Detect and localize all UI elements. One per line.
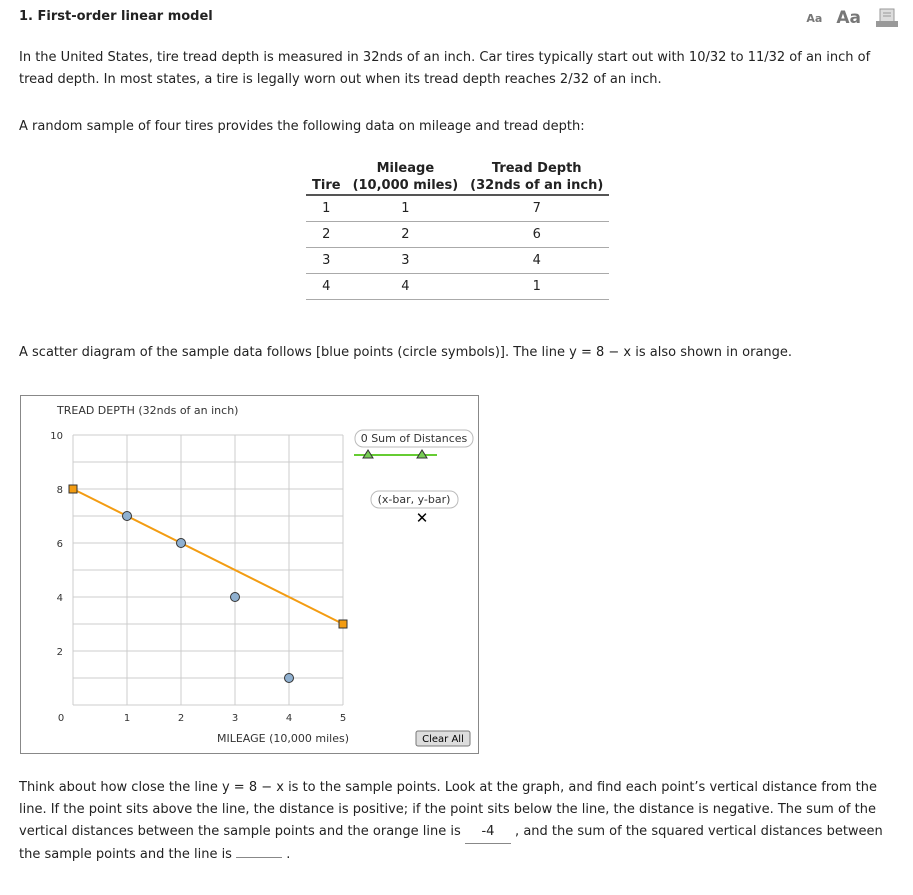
sample-paragraph: A random sample of four tires provides the following data on mileage and tread depth:	[19, 119, 585, 134]
x-mark-icon[interactable]: ✕	[415, 509, 429, 527]
x-tick-label: 4	[285, 713, 293, 724]
y-tick-label: 8	[56, 485, 63, 496]
sum-distances-label: 0 Sum of Distances	[360, 432, 468, 445]
table-cell: 6	[464, 222, 609, 248]
col-header: (32nds of an inch)	[464, 177, 609, 195]
col-header: Mileage	[376, 161, 435, 176]
y-tick-label: 4	[56, 593, 63, 604]
answer-field-squared[interactable]	[236, 857, 282, 858]
data-point	[231, 593, 240, 602]
mean-label: (x-bar, y-bar)	[377, 493, 451, 506]
x-tick-label: 1	[123, 713, 131, 724]
col-header: Tread Depth	[491, 161, 582, 176]
table-cell: 2	[347, 222, 465, 248]
table-cell: 4	[464, 248, 609, 274]
table-cell: 4	[347, 274, 465, 300]
y-tick-label: 6	[56, 539, 63, 550]
scatter-graph[interactable]	[20, 395, 479, 754]
question-title: 1. First-order linear model	[19, 9, 213, 24]
data-point	[177, 539, 186, 548]
table-cell: 1	[464, 274, 609, 300]
data-point	[285, 674, 294, 683]
table-row	[306, 274, 609, 300]
table-row	[306, 222, 609, 248]
table-cell: 3	[306, 248, 347, 274]
x-axis-label: MILEAGE (10,000 miles)	[216, 732, 350, 745]
scatter-paragraph: A scatter diagram of the sample data follows [blue points (circle symbols)]. The line y = 8 − x is also shown in orange.	[19, 345, 793, 360]
fit-line[interactable]	[73, 489, 343, 624]
question-paragraph: Think about how close the line y = 8 − x is to the sample points. Look at the graph, and find each point’s vertical distance from the line. If the point sits above the line, the distance is positive; if the point sits below the line, the distance is negative. The sum of the vertical distances between the sample points and the orange line is -4 , and the sum of the squared vertical distances between the sample points and the line is .	[19, 780, 883, 862]
table-cell: 3	[347, 248, 465, 274]
table-row	[306, 195, 609, 222]
x-tick-label: 3	[231, 713, 239, 724]
table-cell: 2	[306, 222, 347, 248]
table-row	[306, 248, 609, 274]
intro-paragraph: In the United States, tire tread depth is measured in 32nds of an inch. Car tires typically start out with 10/32 to 11/32 of an inch of tread depth. In most states, a tire is legally worn out when its tread depth reaches 2/32 of an inch.	[19, 50, 871, 87]
chart-svg	[21, 396, 478, 753]
x-tick-label: 5	[339, 713, 347, 724]
y-tick-label: 10	[50, 431, 63, 442]
line-endpoint-handle[interactable]	[69, 485, 77, 493]
toolbar	[806, 8, 899, 28]
clear-all-label: Clear All	[422, 734, 464, 745]
clear-all-button[interactable]	[416, 731, 470, 746]
x-tick-label: 2	[177, 713, 185, 724]
line-endpoint-handle[interactable]	[339, 620, 347, 628]
col-header: (10,000 miles)	[347, 177, 465, 195]
col-header	[306, 160, 347, 177]
table-cell: 1	[347, 195, 465, 222]
data-table	[306, 160, 609, 300]
printer-icon[interactable]	[875, 8, 899, 28]
table-cell: 7	[464, 195, 609, 222]
answer-field-sum[interactable]: -4	[465, 821, 511, 844]
table-cell: 4	[306, 274, 347, 300]
data-point	[123, 512, 132, 521]
table-cell: 1	[306, 195, 347, 222]
col-header: Tire	[306, 177, 347, 195]
y-tick-label: 2	[56, 647, 63, 658]
text-smaller-button[interactable]: Aa	[806, 11, 823, 25]
text-larger-button[interactable]: Aa	[836, 8, 861, 28]
x-tick-label: 0	[57, 713, 65, 724]
y-axis-label: TREAD DEPTH (32nds of an inch)	[57, 404, 239, 417]
